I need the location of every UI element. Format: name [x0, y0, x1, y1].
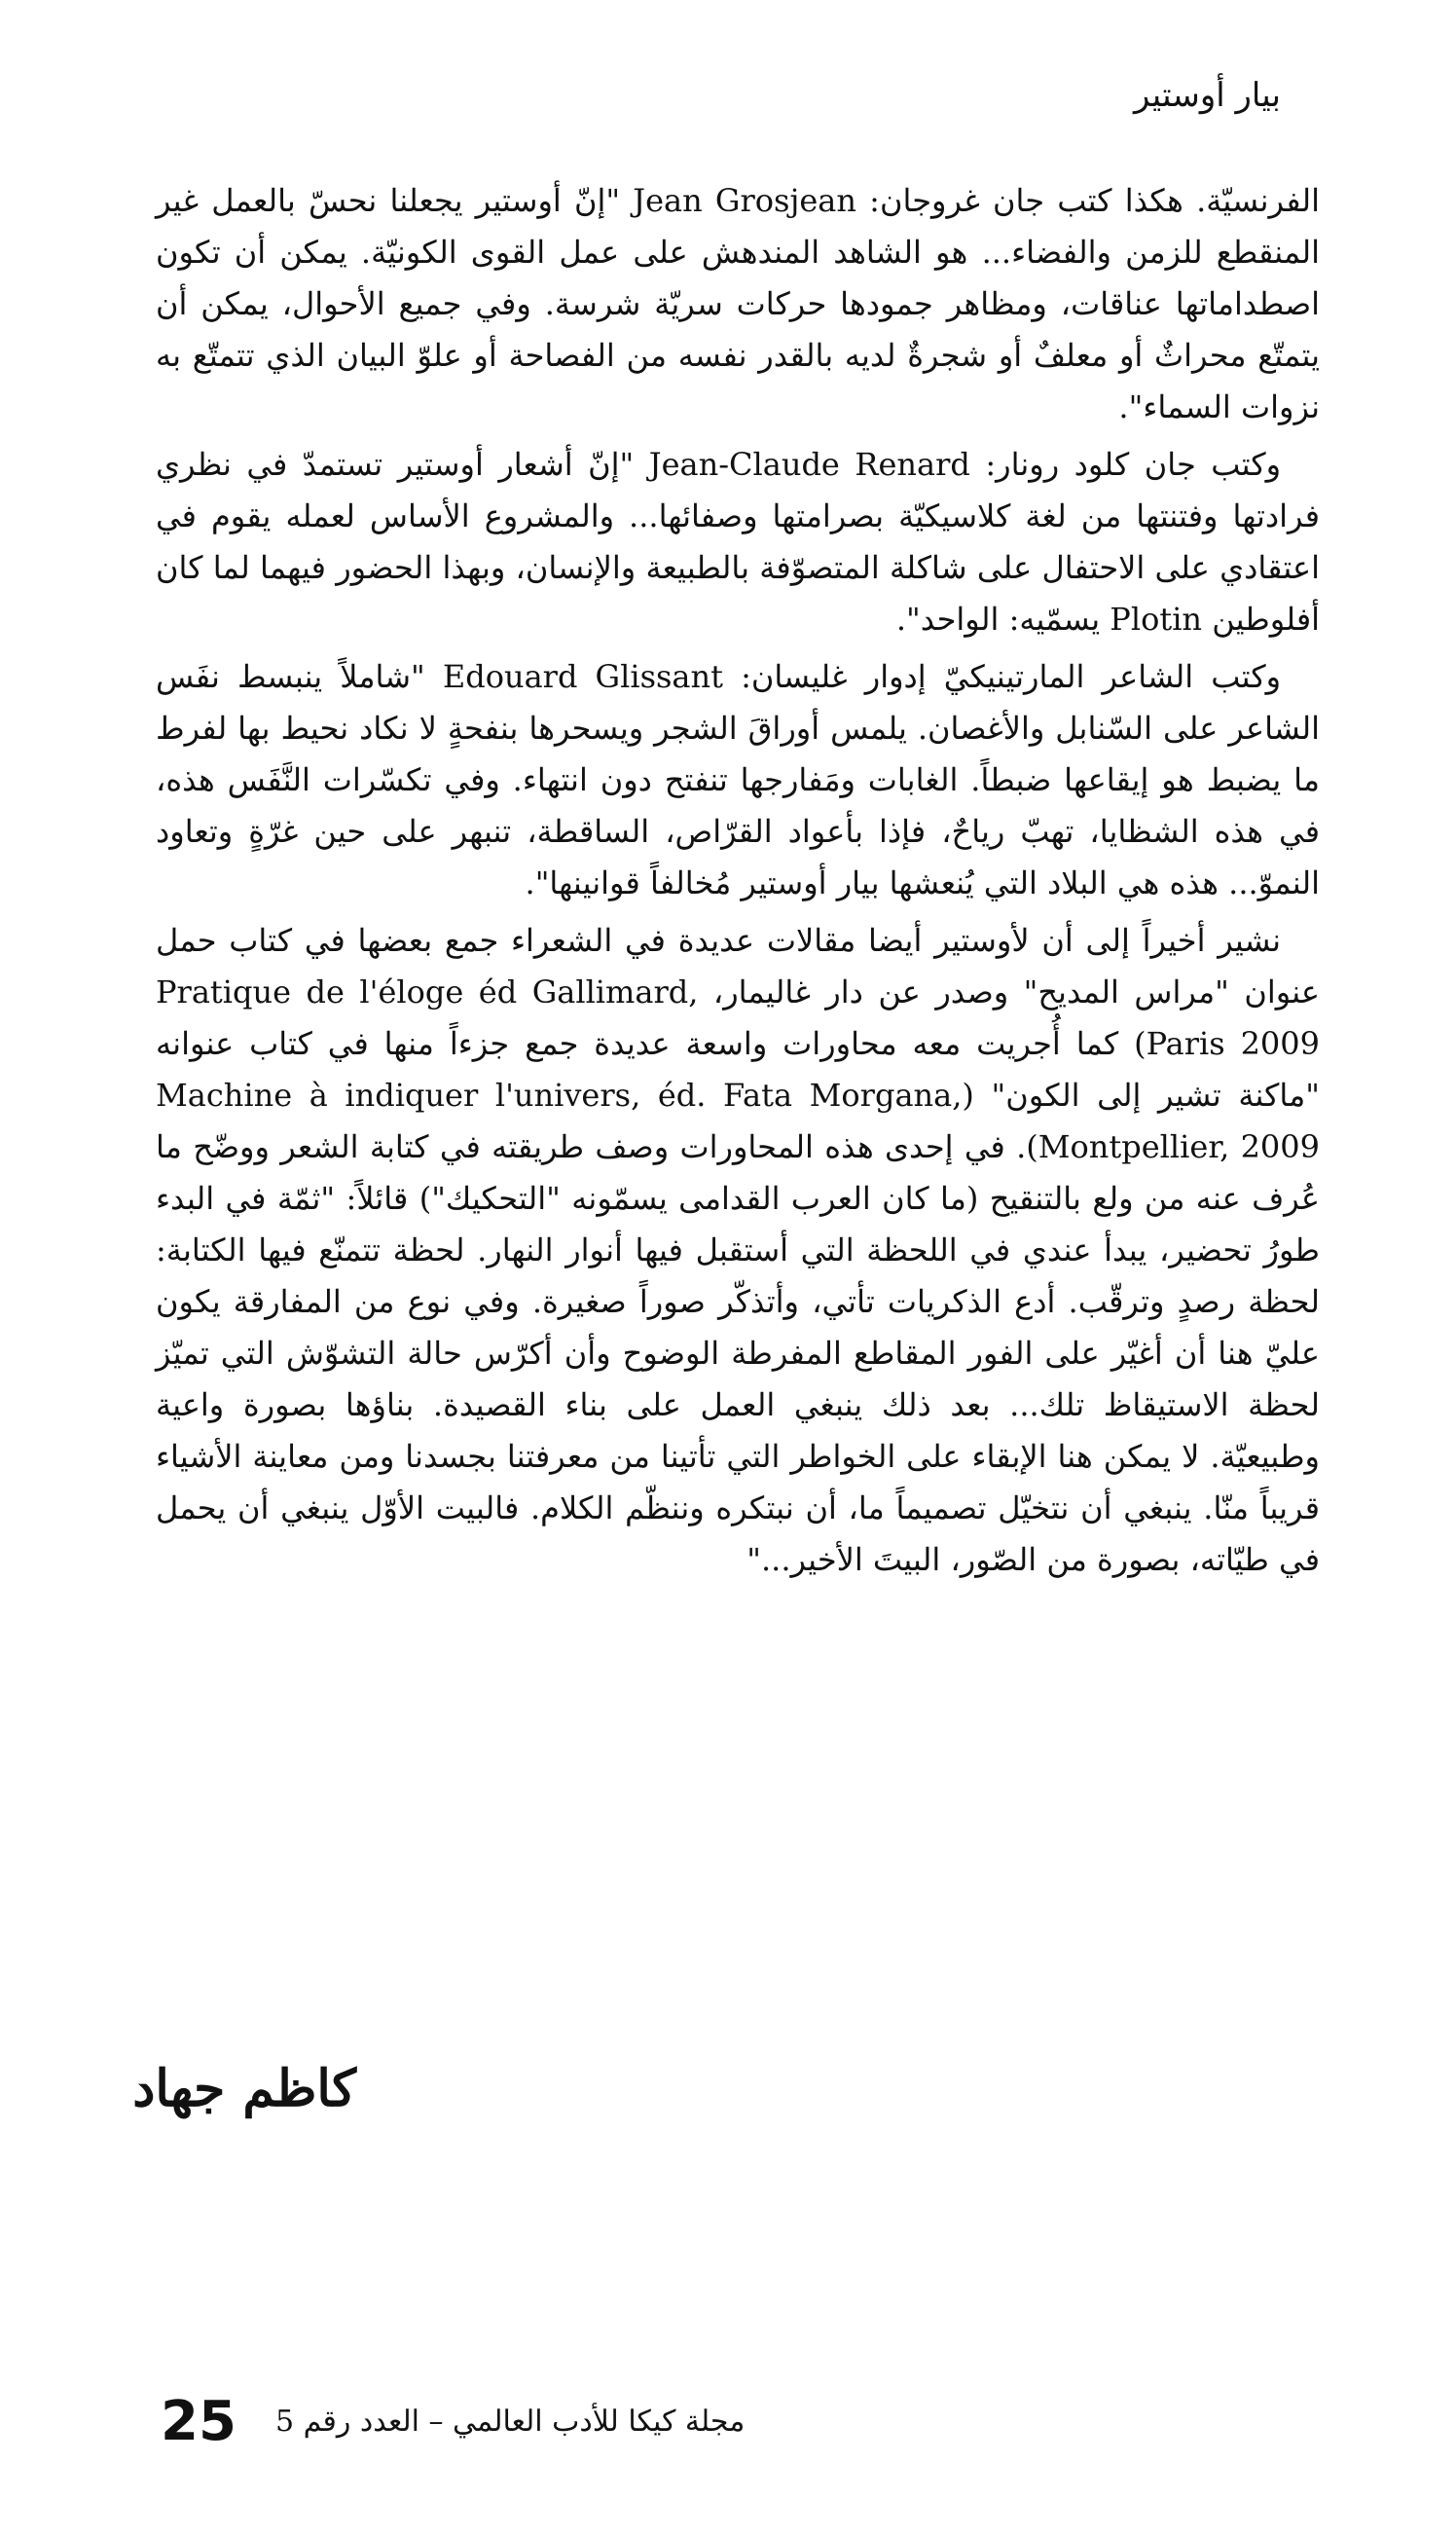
article-body — [156, 175, 1320, 1592]
author-signature: كاظم جهاد — [132, 2059, 356, 2118]
journal-title: مجلة كيكا للأدب العالمي – العدد رقم 5 — [274, 2405, 746, 2439]
running-header: بيار أوستير — [1134, 76, 1281, 115]
paragraph-1: الفرنسيّة. هكذا كتب جان غروجان: Jean Grosjean "إنّ أوستير يجعلنا نحسّ بالعمل غير المنقطع للزمن والفضاء... هو الشاهد المندهش على عمل القوى الكونيّة. يمكن أن تكون اصطداماتها عناقات، ومظاهر جمودها حركات سريّة شرسة. وفي جميع الأحوال، يمكن أن يتمتّع محراثٌ أو معلفٌ أو شجرةٌ لديه بالقدر نفسه من الفصاحة أو علوّ البيان الذي تتمتّع به نزوات السماء". — [156, 182, 1321, 425]
page-footer — [161, 2390, 783, 2453]
page-number: 25 — [161, 2390, 237, 2453]
paragraph-4: نشير أخيراً إلى أن لأوستير أيضا مقالات عديدة في الشعراء جمع بعضها في كتاب حمل عنوان "مراس المديح" وصدر عن دار غاليمار، Pratique de l'éloge éd Gallimard, Paris 2009) كما أُجريت معه محاورات واسعة عديدة جمع جزءاً منها في كتاب عنوانه "ماكنة تشير إلى الكون" (Machine à indiquer l'univers, éd. Fata Morgana, Montpellier, 2009). في إحدى هذه المحاورات وصف طريقته في كتابة الشعر ووضّح ما عُرف عنه من ولع بالتنقيح (ما كان العرب القدامى يسمّونه "التحكيك") قائلاً: "ثمّة في البدء طورُ تحضير، يبدأ عندي في اللحظة التي أستقبل فيها أنوار النهار. لحظة تتمنّع فيها الكتابة: لحظة رصدٍ وترقّب. أدع الذكريات تأتي، وأتذكّر صوراً صغيرة. وفي نوع من المفارقة يكون عليّ هنا أن أغيّر على الفور المقاطع المفرطة الوضوح وأن أكرّس حالة التشوّش التي تميّز لحظة الاستيقاظ تلك... بعد ذلك ينبغي العمل على بناء القصيدة. بناؤها بصورة واعية وطبيعيّة. لا يمكن هنا الإبقاء على الخواطر التي تأتينا من معرفتنا بجسدنا ومن معاينة الأشياء قريباً منّا. ينبغي أن نتخيّل تصميماً ما، أن نبتكره وننظّم الكلام. فالبيت الأوّل ينبغي أن يحمل في طيّاته، بصورة من الصّور، البيتَ الأخير..." — [156, 922, 1321, 1578]
paragraph-2: وكتب جان كلود رونار: Jean-Claude Renard "إنّ أشعار أوستير تستمدّ في نظري فرادتها وفتنتها من لغة كلاسيكيّة بصرامتها وصفائها... والمشروع الأساس لعمله يقوم في اعتقادي على الاحتفال على شاكلة المتصوّفة بالطبيعة والإنسان، وبهذا الحضور فيهما لما كان أفلوطين Plotin يسمّيه: الواحد". — [156, 446, 1321, 638]
paragraph-3: وكتب الشاعر المارتينيكيّ إدوار غليسان: Edouard Glissant "شاملاً ينبسط نفَس الشاعر على السّنابل والأغصان. يلمس أوراقَ الشجر ويسحرها بنفحةٍ لا نكاد نحيط بها لفرط ما يضبط هو إيقاعها ضبطاً. الغابات ومَفارجها تنفتح دون انتهاء. وفي تكسّرات النَّفَس هذه، في هذه الشظايا، تهبّ رياحٌ، فإذا بأعواد القرّاص، الساقطة، تنبهر على حين غرّةٍ وتعاود النموّ... هذه هي البلاد التي يُنعشها بيار أوستير مُخالفاً قوانينها". — [156, 658, 1320, 901]
